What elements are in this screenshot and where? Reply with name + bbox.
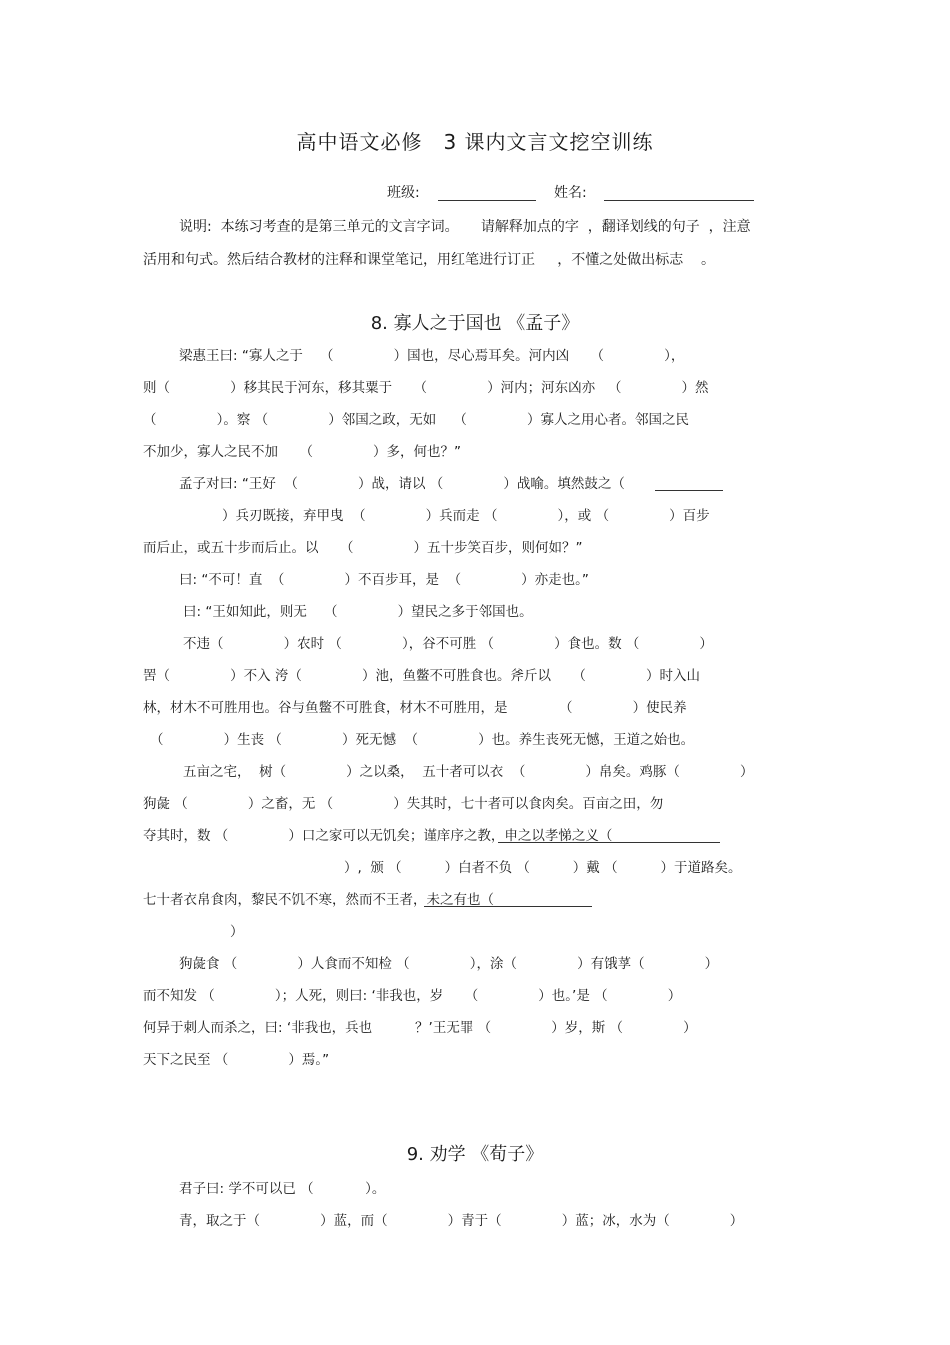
text-line: ）兵刃既接，弃甲曳 （ ）兵而走 （ ），或 （ ）百步 xyxy=(222,508,710,524)
text-line: 罟（ ）不入 洿（ ）池，鱼鳖不可胜食也。斧斤以 （ ）时入山 xyxy=(143,668,700,684)
text-line: （ ）生丧 （ ）死无憾 （ ）也。养生丧死无憾，王道之始也。 xyxy=(150,732,695,748)
text-line: 天下之民至 （ ）焉。” xyxy=(143,1052,330,1068)
text-line: 七十者衣帛食肉，黎民不饥不寒，然而不王者，未之有也（ xyxy=(143,892,546,908)
text-line: 何异于刺人而杀之，曰: ‘非我也，兵也 ？’王无罪 （ ）岁，斯 （ ） xyxy=(143,1020,697,1036)
text-line: 而不知发 （ ）；人死，则曰: ‘非我也，岁 （ ）也。’是 （ ） xyxy=(143,988,682,1004)
text-line: 夺其时，数 （ ）口之家可以无饥矣；谨庠序之教，申之以孝悌之义（ xyxy=(143,828,660,844)
text-line: 林，材木不可胜用也。谷与鱼鳖不可胜食，材木不可胜用，是 （ ）使民养 xyxy=(143,700,687,716)
section-8-title: 8. 寡人之于国也 《孟子》 xyxy=(370,313,580,334)
text-line: 则（ ）移其民于河东，移其粟于 （ ）河内；河东凶亦 （ ）然 xyxy=(143,380,709,396)
text-line: 狗彘 （ ）之畜，无 （ ）失其时，七十者可以食肉矣。百亩之田，勿 xyxy=(143,796,664,812)
instructions xyxy=(143,211,813,277)
instructions-line-1: 说明: 本练习考查的是第三单元的文言字词。 请解释加点的字 ，翻译划线的句子 ，注意 xyxy=(179,219,751,235)
class-label: 班级: xyxy=(387,185,420,201)
name-label: 姓名: xyxy=(554,185,587,201)
text-line: 曰: “不可！直 （ ）不百步耳，是 （ ）亦走也。” xyxy=(179,572,589,588)
instructions-line-2: 活用和句式。然后结合教材的注释和课堂笔记，用红笔进行订正 ，不懂之处做出标志 。 xyxy=(143,252,716,268)
text-line: 而后止，或五十步而后止。以 （ ）五十步笑百步，则何如？” xyxy=(143,540,583,556)
text-line: （ ）。察 （ ）邻国之政，无如 （ ）寡人之用心者。邻国之民 xyxy=(143,412,689,428)
text-line: 青，取之于（ ）蓝，而（ ）青于（ ）蓝；冰，水为（ ） xyxy=(179,1213,744,1229)
text-line: 狗彘食 （ ）人食而不知检 （ ），涂（ ）有饿莩（ ） xyxy=(179,956,719,972)
section-9-title: 9. 劝学 《荀子》 xyxy=(406,1144,544,1165)
class-blank[interactable] xyxy=(438,200,536,201)
text-line: 梁惠王曰: “寡人之于 （ ）国也，尽心焉耳矣。河内凶 （ ）， xyxy=(179,348,685,364)
text-line: 君子曰: 学不可以已 （ ）。 xyxy=(179,1181,386,1197)
underline-mark xyxy=(424,906,592,907)
text-line: ） xyxy=(230,924,244,940)
text-line: ）, 颁 （ ）白者不负 （ ）戴 （ ）于道路矣。 xyxy=(344,860,742,876)
text-line: 孟子对曰: “王好 （ ）战，请以 （ ）战喻。填然鼓之（ xyxy=(179,476,647,492)
underline-mark xyxy=(655,490,723,491)
name-blank[interactable] xyxy=(604,200,754,201)
underline-mark xyxy=(498,842,720,843)
text-line: 不加少，寡人之民不加 （ ）多，何也？” xyxy=(143,444,462,460)
page-title: 高中语文必修 3 课内文言文挖空训练 xyxy=(296,130,654,154)
text-line: 曰: “王如知此，则无 （ ）望民之多于邻国也。 xyxy=(183,604,533,620)
text-line: 五亩之宅， 树（ ）之以桑， 五十者可以衣 （ ）帛矣。鸡豚（ ） xyxy=(183,764,754,780)
text-line: 不违（ ）农时 （ ），谷不可胜 （ ）食也。数 （ ） xyxy=(183,636,713,652)
